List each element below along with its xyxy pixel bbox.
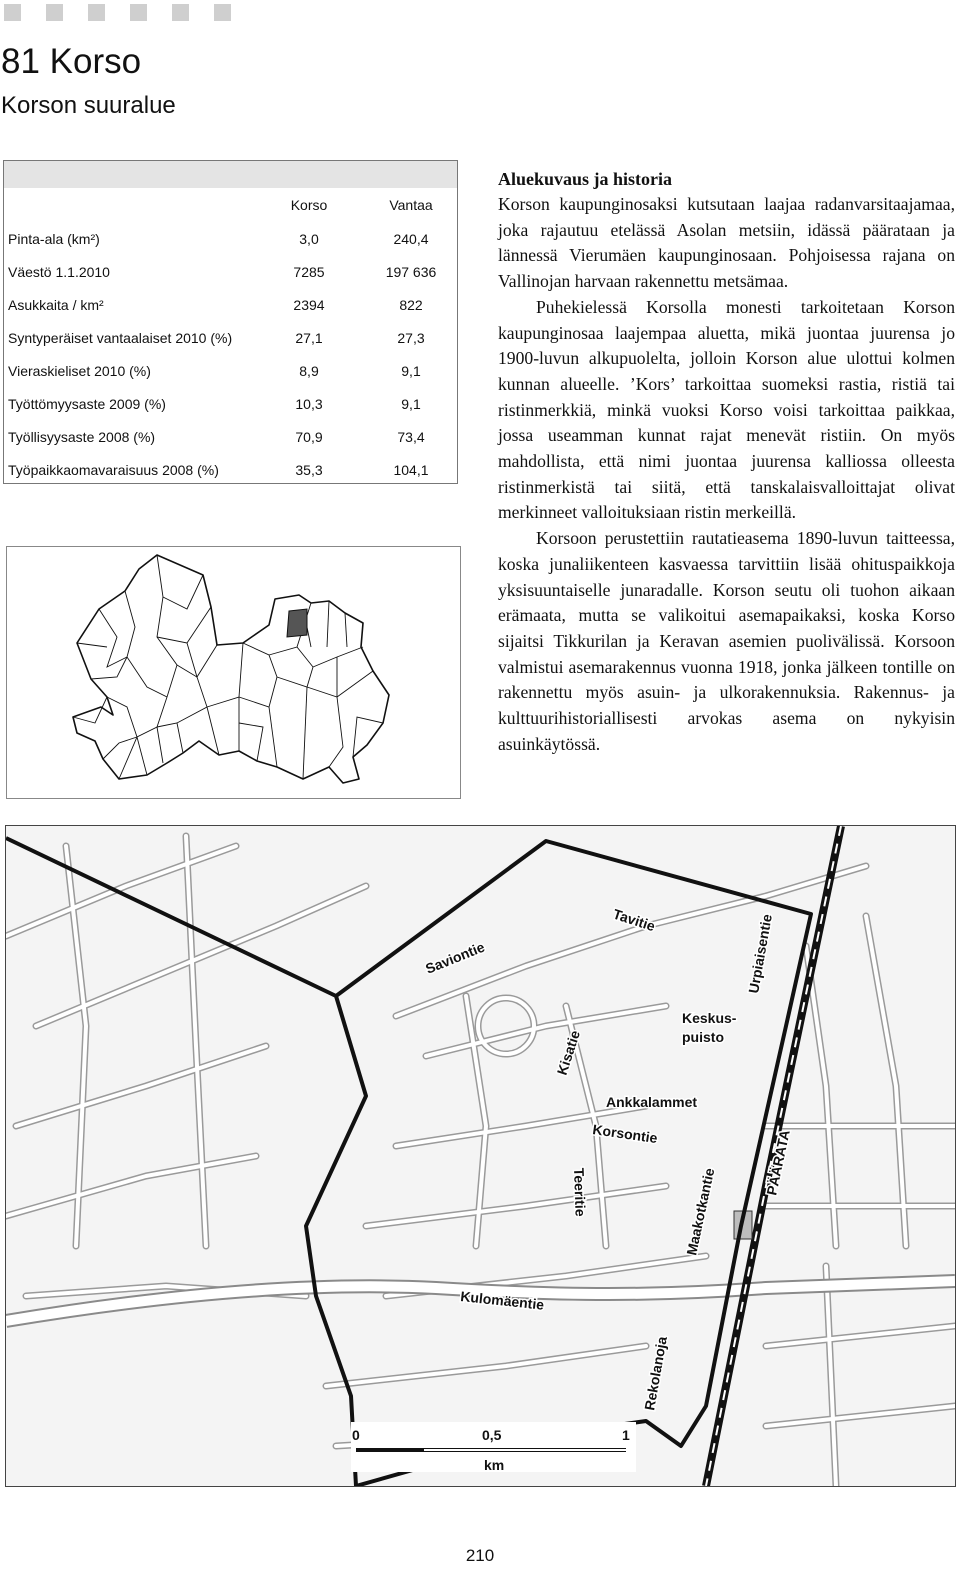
label-keskuspuisto-1: Keskus- xyxy=(682,1010,737,1026)
table-row: Asukkaita / km² 2394 822 xyxy=(8,297,423,313)
table-row: Vieraskieliset 2010 (%) 8,9 9,1 xyxy=(8,363,421,379)
column-korso: Korso xyxy=(290,197,328,213)
svg-text:0: 0 xyxy=(352,1427,360,1443)
table-row: Työttömyysaste 2009 (%) 10,3 9,1 xyxy=(8,396,421,412)
label-tavitie: Tavitie xyxy=(611,905,658,935)
article-heading: Aluekuvaus ja historia xyxy=(498,169,673,189)
scale-bar xyxy=(351,1422,636,1473)
street-network xyxy=(6,836,955,1486)
district-boundary xyxy=(6,838,811,1486)
article-paragraph: Puhekielessä Korsolla monesti tarkoitetaan Korson kaupunginosaa laajempaa aluetta, mikä juontaa juurensa jo 1900-luvun alkupuolelta, jolloin Korson alue ulottui kolmen kunnan alueelle. ’Kors’ tarkoittaa suomeksi rastia, ristiä tai ristinmerkkiä, minkä vuoksi Korso voisi tarkoittaa paikkaa, jossa useamman kunnat rajat menevät ristiin. On myös mahdollista, että nimi juontaa juurensa kalliossa olleesta ristinmerkistä tai siitä, että tanskalaisvalloittajat olivat merkinneet valloituksiaan ristin merkeillä. xyxy=(498,296,955,523)
label-maakotkantie: Maakotkantie xyxy=(683,1166,718,1257)
page-subtitle: Korson suuralue xyxy=(1,92,176,119)
statistics-table xyxy=(3,160,458,484)
label-rekolanoja: Rekolanoja xyxy=(641,1335,670,1412)
article-paragraph: Korsoon perustettiin rautatieasema 1890-luvun taitteessa, koska junaliikenteen kasvaessa tarvittiin lisää ohituspaikkoja yksisuuntaiselle junaradalle. Korson seutu oli tuohon aikaan erämaata, mutta se valikoitui asemapaikaksi, koska Korso sijaitsi Tikkurilan ja Keravan asemien puolivälissä. Korsoon valmistui asemarakennus vuonna 1918, jonka jälkeen tontille on rakennettu myös asuin- ja ulkorakennuksia. Rakennus- ja kulttuurihistoriallisesti arvokas asema on nykyisin asuinkäytössä. xyxy=(498,528,955,754)
svg-text:1: 1 xyxy=(622,1427,630,1443)
label-ankkalammet: Ankkalammet xyxy=(606,1094,698,1110)
vantaa-overview-map xyxy=(6,546,461,799)
table-row: Työllisyysaste 2008 (%) 70,9 73,4 xyxy=(8,429,425,445)
label-saviontie: Saviontie xyxy=(423,938,487,977)
article-text xyxy=(498,167,955,757)
statistics-header xyxy=(4,195,457,215)
page-title: 81 Korso xyxy=(1,42,142,81)
label-kulomaentie: Kulomäentie xyxy=(459,1288,545,1313)
column-vantaa: Vantaa xyxy=(389,197,433,213)
table-row: Väestö 1.1.2010 7285 197 636 xyxy=(8,264,437,280)
header-decoration xyxy=(4,4,231,21)
label-korsontie: Korsontie xyxy=(591,1121,659,1147)
table-row: Työpaikkaomavaraisuus 2008 (%) 35,3 104,1 xyxy=(8,462,429,478)
table-row: Syntyperäiset vantaalaiset 2010 (%) 27,1 27,3 xyxy=(8,330,425,346)
label-urpiaisentie: Urpiaisentie xyxy=(745,912,775,995)
table-row: Pinta-ala (km²) 3,0 240,4 xyxy=(8,231,429,247)
korso-highlight xyxy=(287,609,307,637)
article-paragraph: Korson kaupunginosaksi kutsutaan laajaa radanvarsitaajamaa, joka rajautuu etelässä Asolan metsiin, idässä päärataan ja lännessä Vierumäen kaupunginosaan. Pohjoisessa rajana on Vallinojan harvaan rakennettu metsämaa. xyxy=(498,194,955,292)
label-keskuspuisto-2: puisto xyxy=(682,1029,724,1045)
label-kisatie: Kisatie xyxy=(553,1028,584,1077)
svg-text:0,5: 0,5 xyxy=(482,1427,502,1443)
korso-area-map xyxy=(5,825,956,1487)
label-teeritie: Teeritie xyxy=(571,1167,589,1217)
svg-text:km: km xyxy=(484,1457,505,1473)
page-number: 210 xyxy=(465,1546,495,1565)
label-paarata: PÄÄRATA xyxy=(763,1128,793,1197)
